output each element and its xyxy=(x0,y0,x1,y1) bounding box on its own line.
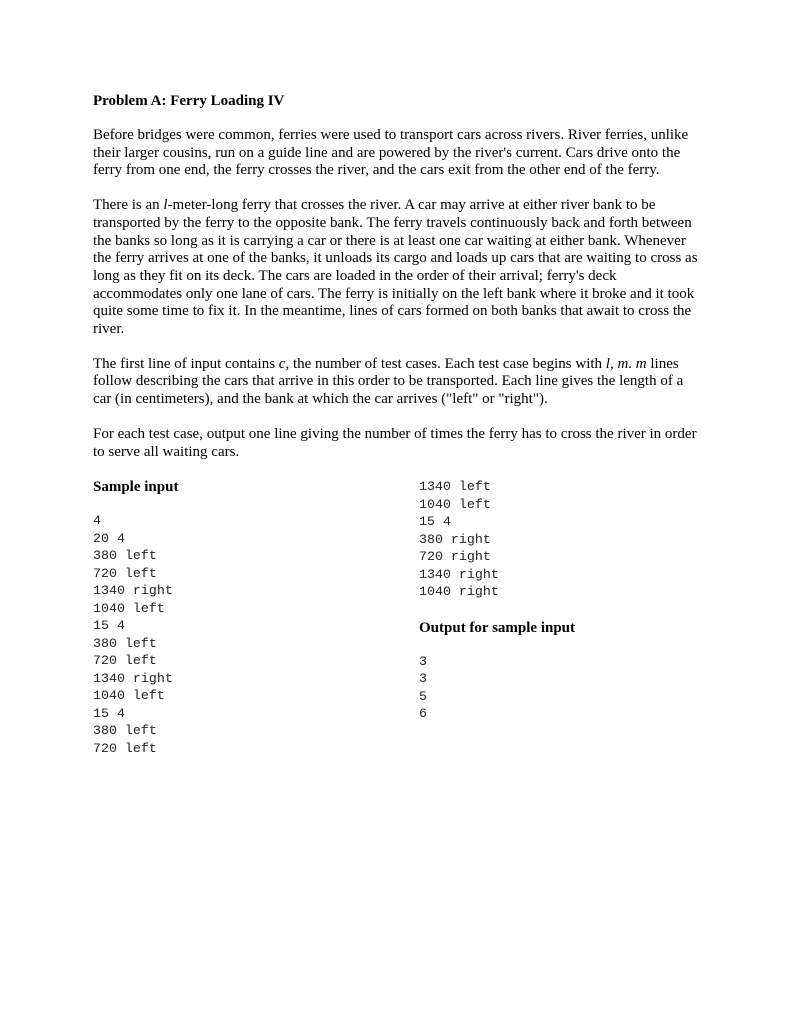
sample-input-line: 380 left xyxy=(93,635,157,651)
sample-output-line: 6 xyxy=(419,706,427,722)
sample-output-line: 3 xyxy=(419,653,427,669)
text-run: , the number of test cases. Each test case begins with xyxy=(285,355,606,372)
sample-input-line: 1040 right xyxy=(419,584,499,600)
italic-variable: l xyxy=(163,197,168,214)
sample-input-line: 15 4 xyxy=(93,705,125,721)
text-run: . xyxy=(628,355,636,372)
text-run: lines follow describing the cars that arrive in this order to be transported. Each line gives the length of a car (in centimeters), and the bank at which the car arrives ("left" or "right"). xyxy=(93,355,684,408)
sample-input-line: 1340 right xyxy=(93,670,173,686)
sample-input-line: 1340 right xyxy=(419,566,499,582)
paragraph xyxy=(93,127,703,180)
sample-input-line: 720 right xyxy=(419,549,491,565)
sample-input-line: 720 left xyxy=(93,565,157,581)
sample-input-column xyxy=(93,478,393,757)
sample-input-line: 720 left xyxy=(93,740,157,756)
sample-output-line: 5 xyxy=(419,688,427,704)
italic-variable: l, m xyxy=(605,355,629,372)
paragraph xyxy=(93,426,703,461)
sample-input-heading: Sample input xyxy=(93,479,179,496)
sample-input-line: 380 right xyxy=(419,531,491,547)
sample-input-line: 4 xyxy=(93,513,101,529)
italic-variable: m xyxy=(635,355,647,372)
problem-statement xyxy=(93,127,703,461)
sample-output-line: 3 xyxy=(419,671,427,687)
sample-input-line: 1040 left xyxy=(419,496,491,512)
sample-input-line: 1040 left xyxy=(93,688,165,704)
text-run: For each test case, output one line giving the number of times the ferry has to cross the river in order to serve all waiting cars. xyxy=(93,425,697,460)
sample-input-continued-block xyxy=(419,478,719,601)
sample-continued-column xyxy=(419,478,719,723)
sample-input-block xyxy=(93,512,393,757)
text-run: -meter-long ferry that crosses the river. A car may arrive at either river bank to be transported by the ferry to the opposite bank. The ferry travels continuously back and forth between the banks so long as it is carrying a car or there is at least one car waiting at either bank. Whenever the ferry arrives at one of the banks, it unloads its cargo and loads up cars that are waiting to cross as long as they fit on its deck. The cars are loaded in the order of their arrival; ferry's deck accommodates only one lane of cars. The ferry is initially on the left bank where it broke and it took quite some time to fix it. In the meantime, lines of cars formed on both banks that await to cross the river. xyxy=(93,197,698,338)
sample-input-line: 380 left xyxy=(93,723,157,739)
italic-variable: c xyxy=(278,355,286,372)
sample-section xyxy=(93,478,703,798)
sample-output-heading: Output for sample input xyxy=(419,619,576,636)
text-run: The first line of input contains xyxy=(93,355,279,372)
sample-input-line: 15 4 xyxy=(93,618,125,634)
problem-title: Problem A: Ferry Loading IV xyxy=(93,93,285,109)
paragraph xyxy=(93,356,703,409)
sample-input-line: 1340 right xyxy=(93,583,173,599)
text-run: There is an xyxy=(93,197,164,214)
paragraph xyxy=(93,197,703,339)
sample-input-line: 1340 left xyxy=(419,479,491,495)
sample-input-line: 20 4 xyxy=(93,530,125,546)
sample-output-block xyxy=(419,653,719,723)
sample-input-line: 720 left xyxy=(93,653,157,669)
sample-input-line: 380 left xyxy=(93,548,157,564)
sample-input-line: 1040 left xyxy=(93,600,165,616)
problem-document xyxy=(93,92,703,798)
sample-input-line: 15 4 xyxy=(419,514,451,530)
text-run: Before bridges were common, ferries were used to transport cars across rivers. River ferries, unlike their larger cousins, run on a guide line and are powered by the river's current. Cars drive onto the ferry from one end, the ferry crosses the river, and the cars exit from the other end of the ferry. xyxy=(93,127,689,179)
